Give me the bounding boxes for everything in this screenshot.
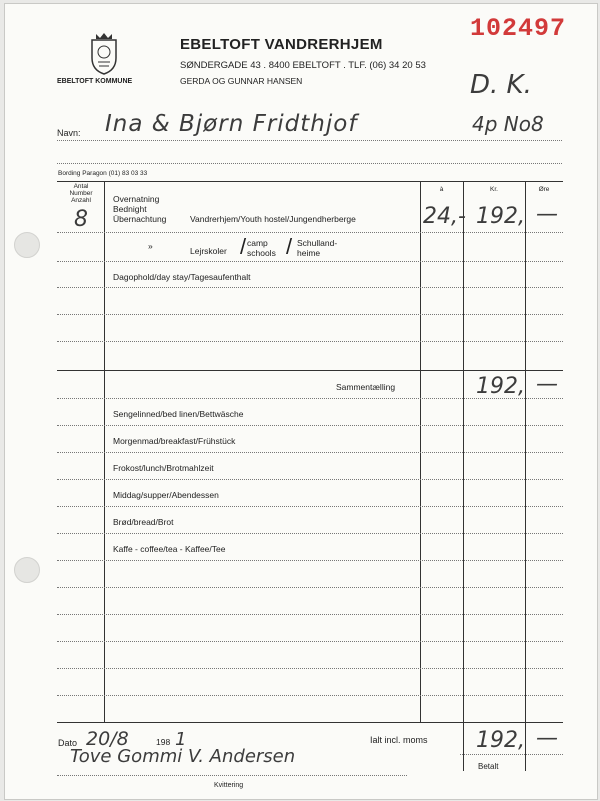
lejrskoler-label: Lejrskoler bbox=[190, 246, 227, 256]
schulland-label: Schulland- heime bbox=[297, 238, 338, 258]
guest-name: Ina & Bjørn Fridthjof bbox=[105, 111, 358, 137]
overnight-rate: 24,- bbox=[423, 204, 466, 229]
slash-2: / bbox=[286, 234, 293, 259]
col-header-antal: Antal Number Anzahl bbox=[69, 183, 93, 204]
subtotal-label: Sammentælling bbox=[336, 382, 396, 392]
extra-coffee: Kaffe - coffee/tea - Kaffee/Tee bbox=[113, 544, 226, 554]
date-handwritten: 20/8 bbox=[86, 728, 129, 750]
row-line bbox=[57, 398, 563, 399]
col-header-ore: Øre bbox=[538, 186, 550, 193]
extra-bed-linen: Sengelinned/bed linen/Bettwäsche bbox=[113, 409, 244, 419]
row-line bbox=[57, 232, 563, 233]
hostel-name: EBELTOFT VANDRERHJEM bbox=[180, 36, 383, 53]
row-line bbox=[57, 614, 563, 615]
hostel-owners: GERDA OG GUNNAR HANSEN bbox=[180, 76, 303, 86]
total-label: Ialt incl. moms bbox=[370, 735, 428, 745]
extra-lunch: Frokost/lunch/Brotmahlzeit bbox=[113, 463, 214, 473]
extra-breakfast: Morgenmad/breakfast/Frühstück bbox=[113, 436, 236, 446]
name-line-2 bbox=[57, 163, 562, 164]
signature: Tove Gommi V. Andersen bbox=[70, 746, 296, 767]
year-handwritten: 1 bbox=[175, 729, 187, 750]
row-line bbox=[57, 641, 563, 642]
row-line bbox=[57, 587, 563, 588]
overnight-kr: 192, bbox=[476, 204, 525, 229]
total-line bbox=[460, 754, 563, 755]
total-kr: 192, bbox=[476, 728, 525, 753]
hostel-type-label: Vandrerhjem/Youth hostel/Jungendherberge bbox=[190, 214, 356, 224]
row-line bbox=[57, 560, 563, 561]
receipt-label: Kvittering bbox=[214, 782, 244, 789]
row-line bbox=[57, 506, 563, 507]
camp-schools-label: camp schools bbox=[247, 238, 276, 258]
total-ore: — bbox=[536, 726, 558, 751]
extra-bread: Brød/bread/Brot bbox=[113, 517, 174, 527]
row-line bbox=[57, 695, 563, 696]
printer-credit: Bording Paragon (01) 83 03 33 bbox=[58, 170, 148, 177]
hostel-address: SØNDERGADE 43 . 8400 EBELTOFT . TLF. (06) 34 20 53 bbox=[180, 60, 426, 71]
name-label: Navn: bbox=[57, 128, 81, 138]
row-line bbox=[57, 452, 563, 453]
table-top-rule bbox=[57, 181, 563, 182]
slash-1: / bbox=[240, 234, 247, 259]
row-line bbox=[57, 261, 563, 262]
row-line bbox=[57, 425, 563, 426]
coat-of-arms-logo bbox=[84, 30, 124, 76]
date-label: Dato bbox=[58, 738, 78, 748]
punch-hole-bottom bbox=[14, 557, 40, 583]
subtotal-kr: 192, bbox=[476, 374, 525, 399]
row-line bbox=[57, 668, 563, 669]
subtotal-ore: — bbox=[536, 372, 558, 397]
kommune-label: EBELTOFT KOMMUNE bbox=[57, 78, 133, 85]
name-line-1 bbox=[57, 140, 562, 141]
row-line bbox=[57, 341, 563, 342]
extra-supper: Middag/supper/Abendessen bbox=[113, 490, 219, 500]
subtotal-rule bbox=[57, 370, 563, 371]
row-line bbox=[57, 533, 563, 534]
overnight-ore: — bbox=[536, 202, 558, 227]
serial-number: 102497 bbox=[470, 14, 567, 43]
col-divider-a bbox=[463, 181, 464, 771]
signature-line bbox=[57, 775, 407, 776]
row-line bbox=[57, 314, 563, 315]
paid-label: Betalt bbox=[478, 762, 499, 771]
camp-mark: » bbox=[148, 241, 153, 251]
row-line bbox=[57, 479, 563, 480]
col-header-a: à bbox=[439, 186, 444, 193]
year-printed: 198 bbox=[156, 737, 171, 747]
guest-note: 4p No8 bbox=[472, 112, 544, 136]
row-line bbox=[57, 287, 563, 288]
overnight-labels: Overnatning Bednight Übernachtung bbox=[113, 194, 167, 224]
table-bottom-rule bbox=[57, 722, 563, 723]
overnight-count: 8 bbox=[74, 207, 88, 232]
handwritten-initials: D. K. bbox=[470, 70, 532, 100]
punch-hole-top bbox=[14, 232, 40, 258]
col-header-kr: Kr. bbox=[490, 186, 498, 193]
day-stay-label: Dagophold/day stay/Tagesaufenthalt bbox=[113, 272, 251, 282]
col-divider-kr bbox=[525, 181, 526, 771]
